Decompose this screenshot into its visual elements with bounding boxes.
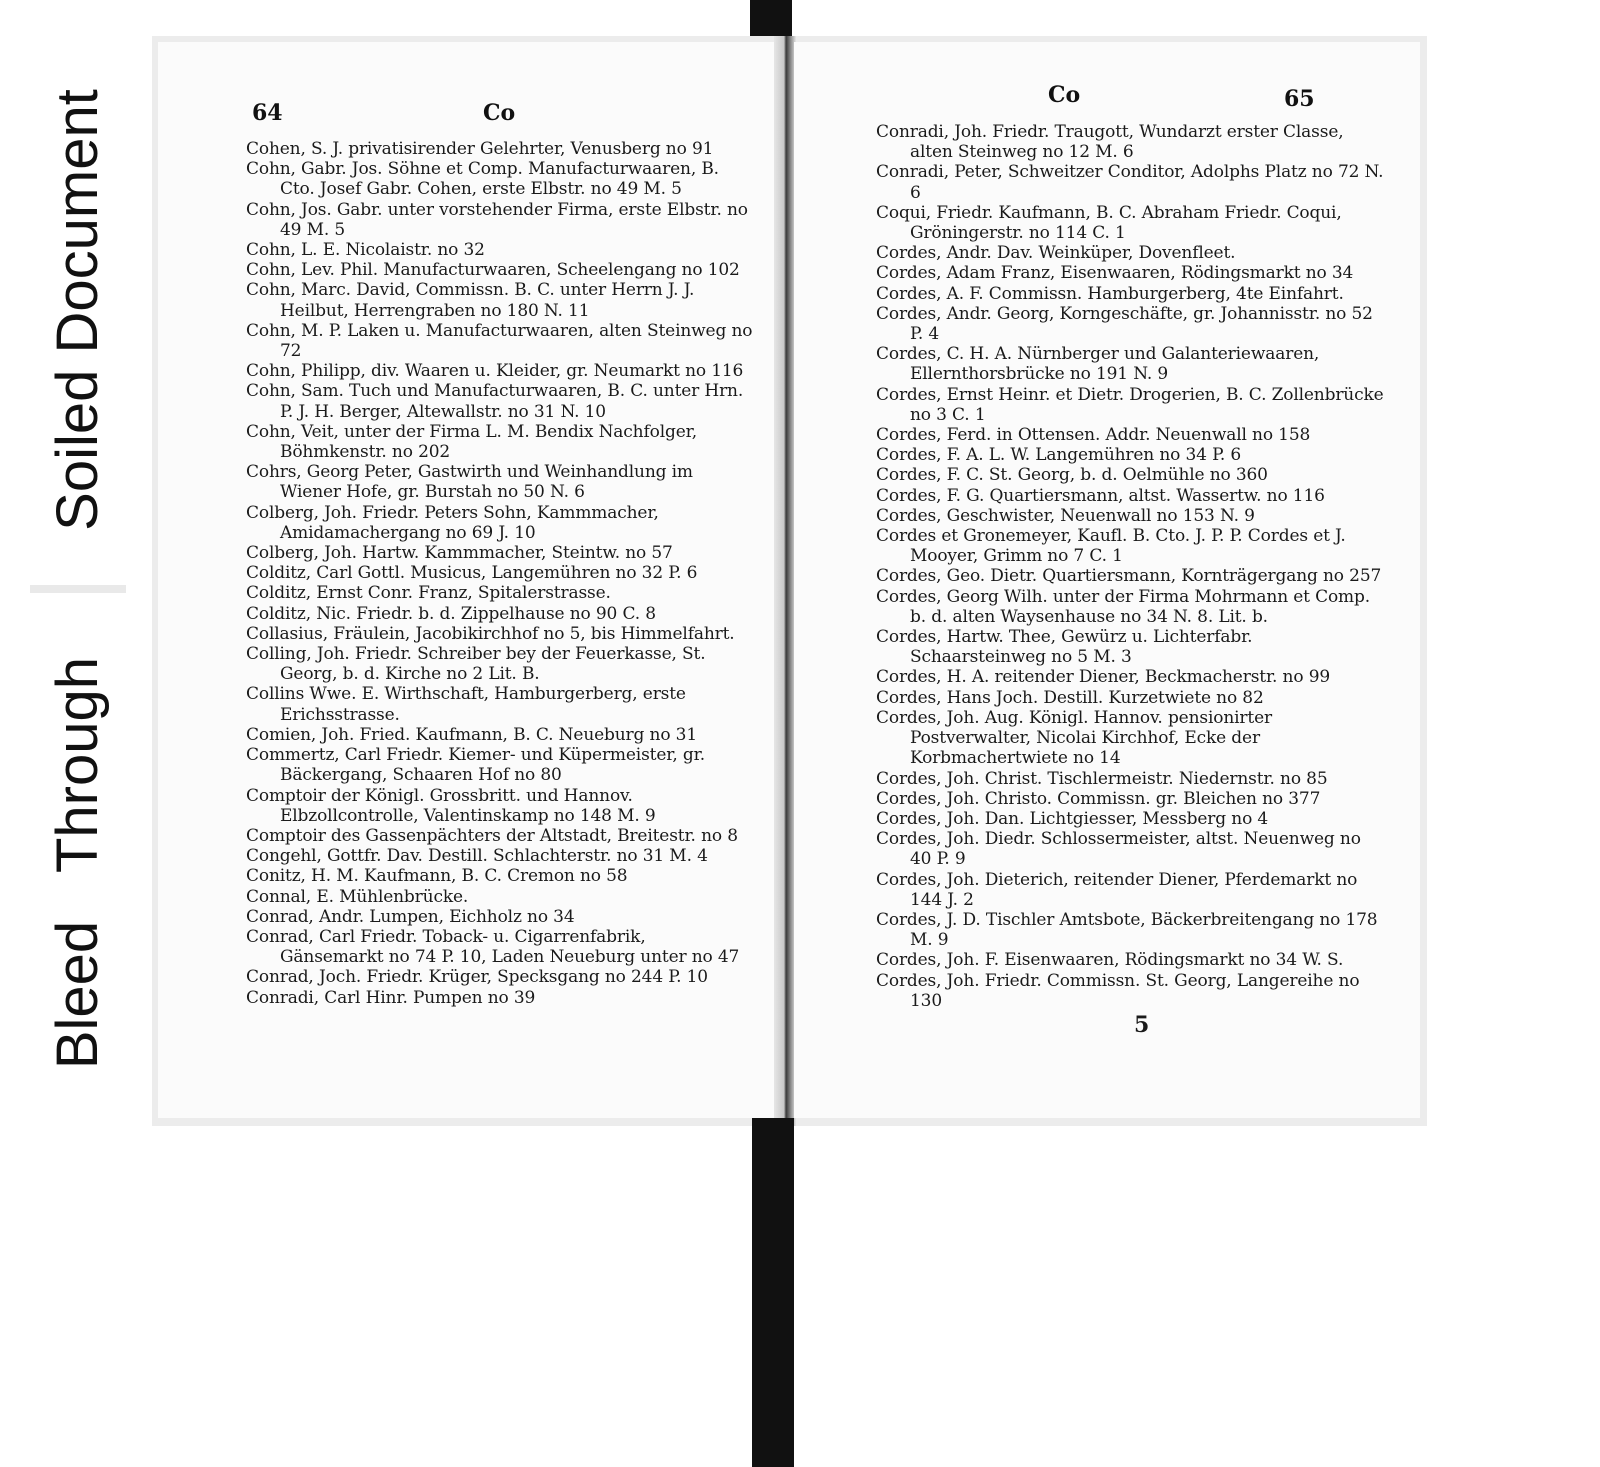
directory-entry: Cordes, Andr. Georg, Korngeschäfte, gr. Johannisstr. no 52 P. 4 [876,303,1373,345]
directory-entry: Cordes, F. C. St. Georg, b. d. Oelmühle no 360 [876,465,1268,486]
directory-entry: Cohn, L. E. Nicolaistr. no 32 [246,240,485,261]
directory-entry: Conradi, Peter, Schweitzer Conditor, Adolphs Platz no 72 N. 6 [876,162,1384,203]
directory-entry: Cordes, Hans Joch. Destill. Kurzetwiete no 82 [876,687,1264,708]
directory-entry: Cohrs, Georg Peter, Gastwirth und Weinhandlung im Wiener Hofe, gr. Burstah no 50 N. 6 [246,462,693,503]
directory-entry: Cordes, Hartw. Thee, Gewürz u. Lichterfabr. Schaarsteinweg no 5 M. 3 [876,627,1253,668]
right-page-number: 65 [1284,86,1315,112]
directory-entry: Conradi, Joh. Friedr. Traugott, Wundarzt erster Classe, alten Steinweg no 12 M. 6 [876,122,1344,163]
directory-entry: Coqui, Friedr. Kaufmann, B. C. Abraham Friedr. Coqui, Gröningerstr. no 114 C. 1 [876,202,1342,244]
directory-entry: Commertz, Carl Friedr. Kiemer- und Küpermeister, gr. Bäckergang, Schaaren Hof no 80 [246,745,705,786]
directory-entry: Cohn, M. P. Laken u. Manufacturwaaren, alten Steinweg no 72 [246,320,753,362]
directory-entry: Colditz, Carl Gottl. Musicus, Langemühren no 32 P. 6 [246,563,698,584]
directory-entry: Cordes, A. F. Commissn. Hamburgerberg, 4te Einfahrt. [876,283,1344,304]
directory-entry: Cordes, F. A. L. W. Langemühren no 34 P. 6 [876,445,1242,466]
directory-entry: Cordes, Georg Wilh. unter der Firma Mohrmann et Comp. b. d. alten Waysenhause no 34 N. 8. Lit. b. [876,586,1371,627]
directory-entry: Cordes, J. D. Tischler Amtsbote, Bäckerbreitengang no 178 M. 9 [876,909,1378,951]
binder-clip-top [750,0,792,36]
open-book [152,36,1427,1126]
directory-entry: Conrad, Carl Friedr. Toback- u. Cigarrenfabrik, Gänsemarkt no 74 P. 10, Laden Neueburg unter no 47 [246,926,740,968]
directory-entry: Cordes, Joh. Aug. Königl. Hannov. pensionirter Postverwalter, Nicolai Kirchhof, Ecke der Korbmachertwiete no 14 [876,707,1272,769]
directory-entry: Congehl, Gottfr. Dav. Destill. Schlachterstr. no 31 M. 4 [246,846,708,867]
directory-entry: Cohn, Philipp, div. Waaren u. Kleider, gr. Neumarkt no 116 [246,361,744,382]
directory-entry: Colberg, Joh. Friedr. Peters Sohn, Kammmacher, Amidamachergang no 69 J. 10 [246,502,659,543]
directory-entry: Cordes et Gronemeyer, Kaufl. B. Cto. J. P. P. Cordes et J. Mooyer, Grimm no 7 C. 1 [876,526,1346,567]
directory-entry: Cordes, Joh. Christo. Commissn. gr. Bleichen no 377 [876,788,1321,809]
directory-entry: Cordes, F. G. Quartiersmann, altst. Wassertw. no 116 [876,485,1325,506]
directory-entry: Cordes, Adam Franz, Eisenwaaren, Rödingsmarkt no 34 [876,263,1354,284]
directory-entry: Conrad, Joch. Friedr. Krüger, Specksgang no 244 P. 10 [246,967,708,988]
directory-entry: Cordes, Joh. Dieterich, reitender Diener, Pferdemarkt no 144 J. 2 [876,869,1358,910]
directory-entry: Cordes, C. H. A. Nürnberger und Galanteriewaaren, Ellernthorsbrücke no 191 N. 9 [876,344,1320,385]
directory-entry: Cohn, Gabr. Jos. Söhne et Comp. Manufacturwaaren, B. Cto. Josef Gabr. Cohen, erste Elbstr. no 49 M. 5 [246,159,719,200]
directory-entry: Cordes, Joh. Dan. Lichtgiesser, Messberg no 4 [876,808,1269,829]
directory-entry: Comptoir des Gassenpächters der Altstadt, Breitestr. no 8 [246,825,738,846]
directory-entry: Colditz, Nic. Friedr. b. d. Zippelhause no 90 C. 8 [246,603,656,624]
directory-entry: Cohen, S. J. privatisirender Gelehrter, Venusberg no 91 [246,139,714,159]
right-page [794,42,1420,1118]
directory-entry: Cohn, Veit, unter der Firma L. M. Bendix Nachfolger, Böhmkenstr. no 202 [246,421,697,463]
directory-entry: Comien, Joh. Fried. Kaufmann, B. C. Neueburg no 31 [246,724,697,745]
directory-entry: Colling, Joh. Friedr. Schreiber bey der Feuerkasse, St. Georg, b. d. Kirche no 2 Lit. B. [246,644,706,685]
directory-entry: Colditz, Ernst Conr. Franz, Spitalerstrasse. [246,583,611,604]
directory-entry: Conrad, Andr. Lumpen, Eichholz no 34 [246,906,575,927]
directory-entry: Cordes, Geschwister, Neuenwall no 153 N. 9 [876,505,1255,526]
label-divider [30,585,126,593]
directory-entry: Cordes, Joh. Diedr. Schlossermeister, altst. Neuenweg no 40 P. 9 [876,829,1361,870]
directory-entry: Cordes, Ferd. in Ottensen. Addr. Neuenwall no 158 [876,425,1311,446]
directory-entry: Comptoir der Königl. Grossbritt. und Hannov. Elbzollcontrolle, Valentinskamp no 148 M. 9 [246,785,656,826]
left-page-number: 64 [252,100,283,126]
directory-entry: Cordes, H. A. reitender Diener, Beckmacherstr. no 99 [876,667,1331,688]
directory-entry: Cordes, Joh. Christ. Tischlermeistr. Niedernstr. no 85 [876,768,1328,789]
side-label: Bleed Through Soiled Document [30,40,126,1080]
right-entry-list [876,122,1386,1011]
directory-entry: Cordes, Joh. F. Eisenwaaren, Rödingsmarkt no 34 W. S. [876,950,1344,971]
directory-entry: Cohn, Sam. Tuch und Manufacturwaaren, B. C. unter Hrn. P. J. H. Berger, Altewallstr. no 31 N. 10 [246,381,744,422]
signature-mark: 5 [1134,1012,1150,1038]
directory-entry: Collasius, Fräulein, Jacobikirchhof no 5, bis Himmelfahrt. [246,623,735,644]
directory-entry: Collins Wwe. E. Wirthschaft, Hamburgerberg, erste Erichsstrasse. [246,684,686,725]
left-page [158,42,778,1118]
directory-entry: Cordes, Andr. Dav. Weinküper, Dovenfleet. [876,243,1236,264]
directory-entry: Cohn, Jos. Gabr. unter vorstehender Firma, erste Elbstr. no 49 M. 5 [246,199,748,240]
directory-entry: Conradi, Carl Hinr. Pumpen no 39 [246,987,536,1008]
left-entry-list [246,139,754,1008]
directory-entry: Connal, E. Mühlenbrücke. [246,886,469,907]
right-page-header: Co [1048,82,1081,108]
binder-clip-bottom [752,1118,794,1467]
directory-entry: Cordes, Geo. Dietr. Quartiersmann, Kornträgergang no 257 [876,566,1382,587]
directory-entry: Colberg, Joh. Hartw. Kammmacher, Steintw. no 57 [246,543,673,564]
directory-entry: Cordes, Joh. Friedr. Commissn. St. Georg, Langereihe no 130 [876,970,1360,1011]
directory-entry: Conitz, H. M. Kaufmann, B. C. Cremon no 58 [246,866,628,887]
book-gutter [774,36,796,1126]
directory-entry: Cohn, Lev. Phil. Manufacturwaaren, Scheelengang no 102 [246,260,740,281]
left-page-header: Co [483,100,516,126]
directory-entry: Cohn, Marc. David, Commissn. B. C. unter Herrn J. J. Heilbut, Herrengraben no 180 N. 11 [246,280,695,321]
directory-entry: Cordes, Ernst Heinr. et Dietr. Drogerien, B. C. Zollenbrücke no 3 C. 1 [876,384,1384,425]
